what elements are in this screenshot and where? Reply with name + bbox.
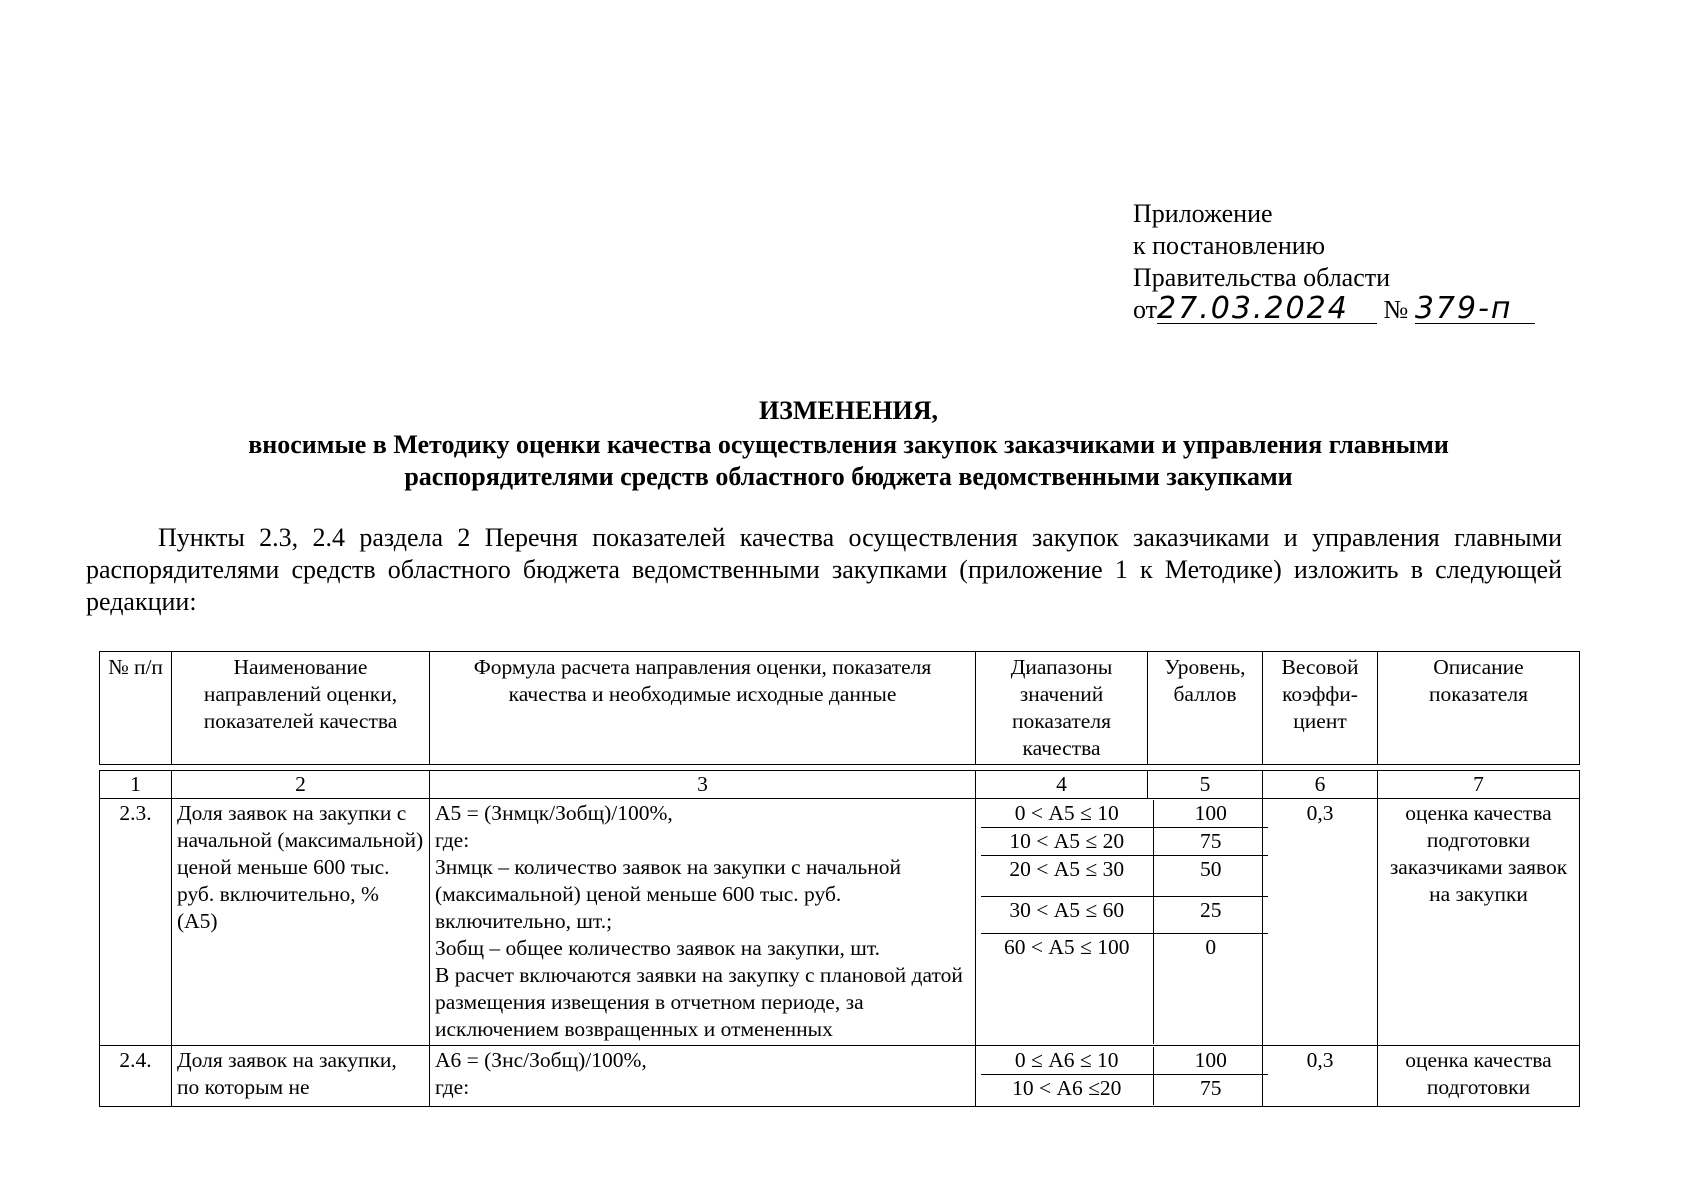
ranges-and-scores (976, 799, 1263, 1046)
header-formula: Формула расчета направления оценки, показателя качества и необходимые исходные данные (430, 652, 976, 765)
column-number: 3 (430, 771, 976, 799)
header-name: Наименование направлений оценки, показателей качества (172, 652, 430, 765)
number-prefix: № (1383, 295, 1409, 324)
weight-value: 0,3 (1263, 799, 1378, 1046)
range-row (981, 897, 1268, 934)
header-num: № п/п (100, 652, 172, 765)
score-value: 25 (1153, 897, 1268, 934)
appendix-line-1: Приложение (1133, 199, 1273, 228)
column-number: 1 (100, 771, 172, 799)
range-row (981, 828, 1268, 856)
column-number: 5 (1148, 771, 1263, 799)
score-value: 100 (1153, 1047, 1268, 1075)
score-value: 0 (1205, 935, 1217, 959)
indicator-description: оценка качества подготовки (1378, 1046, 1580, 1107)
column-number: 6 (1263, 771, 1378, 799)
header-weight: Весовой коэффи-циент (1263, 652, 1378, 765)
range-row (981, 856, 1268, 897)
handwritten-number: 379-п (1415, 295, 1535, 324)
header-ranges: Диапазоны значений показателя качества (976, 652, 1148, 765)
range-value: 30 < А5 ≤ 60 (981, 897, 1153, 934)
indicator-formula (430, 1046, 976, 1107)
header-description: Описание показателя (1378, 652, 1580, 765)
formula-line: где: (435, 1075, 470, 1099)
formula-line: В расчет включаются заявки на закупку с плановой датой размещения извещения в отчетном периоде, за исключением возвращенных и отмененных (435, 963, 963, 1041)
score-value: 75 (1153, 828, 1268, 856)
ranges-and-scores (976, 1046, 1263, 1107)
ranges-subtable (981, 1047, 1268, 1105)
column-number: 7 (1378, 771, 1580, 799)
score-value: 100 (1153, 800, 1268, 828)
document-subtitle-line-1: вносимые в Методику оценки качества осуществления закупок заказчиками и управления главными (248, 430, 1449, 459)
formula-line: А5 = (Знмцк/Зобщ)/100%, (435, 801, 673, 825)
table-row (100, 1046, 1580, 1107)
column-number-row (100, 771, 1580, 799)
range-value: 0 < А5 ≤ 10 (981, 800, 1153, 828)
range-value: 60 < А5 ≤ 100 (981, 934, 1153, 1045)
score-value: 50 (1153, 856, 1268, 897)
range-row (981, 1075, 1268, 1106)
formula-line: А6 = (Знс/Зобщ)/100%, (435, 1048, 647, 1072)
column-number: 4 (976, 771, 1148, 799)
range-value: 10 < А6 ≤20 (981, 1075, 1153, 1106)
indicator-name: Доля заявок на закупки с начальной (максимальной) ценой меньше 600 тыс. руб. включительно, % (А5) (172, 799, 430, 1046)
appendix-date-line (1133, 291, 1535, 326)
range-row (981, 800, 1268, 828)
range-value: 20 < А5 ≤ 30 (981, 856, 1153, 897)
row-number: 2.4. (100, 1046, 172, 1107)
appendix-line-2: к постановлению (1133, 231, 1326, 260)
appendix-line-3: Правительства области (1133, 263, 1391, 292)
range-value: 0 ≤ А6 ≤ 10 (981, 1047, 1153, 1075)
indicator-description: оценка качества подготовки заказчиками заявок на закупки (1378, 799, 1580, 1046)
intro-paragraph: Пункты 2.3, 2.4 раздела 2 Перечня показателей качества осуществления закупок заказчиками и управления главными распорядителями средств областного бюджета ведомственными закупками (приложение 1 к Методике) изложить в следующей редакции: (86, 523, 1562, 616)
table-header (99, 651, 1580, 765)
range-row (981, 934, 1268, 1045)
appendix-block (1133, 198, 1535, 326)
row-number: 2.3. (100, 799, 172, 1046)
from-prefix: от (1133, 295, 1158, 324)
weight-value: 0,3 (1263, 1046, 1378, 1107)
range-row (981, 1047, 1268, 1075)
formula-line: Знмцк – количество заявок на закупки с начальной (максимальной) ценой меньше 600 тыс. руб. включительно, шт.; (435, 855, 901, 933)
indicators-table (99, 770, 1580, 1107)
document-subtitle-line-2: распорядителями средств областного бюджета ведомственными закупками (404, 462, 1293, 491)
indicator-formula (430, 799, 976, 1046)
score-value: 75 (1200, 1076, 1222, 1100)
document-title: ИЗМЕНЕНИЯ, (758, 396, 939, 425)
header-score: Уровень, баллов (1148, 652, 1263, 765)
formula-line: Зобщ – общее количество заявок на закупки, шт. (435, 936, 881, 960)
column-number: 2 (172, 771, 430, 799)
ranges-subtable (981, 800, 1268, 1044)
table-row (100, 799, 1580, 1046)
handwritten-date: 27.03.2024 (1157, 295, 1377, 324)
formula-line: где: (435, 828, 470, 852)
indicator-name: Доля заявок на закупки, по которым не (172, 1046, 430, 1107)
range-value: 10 < А5 ≤ 20 (981, 828, 1153, 856)
